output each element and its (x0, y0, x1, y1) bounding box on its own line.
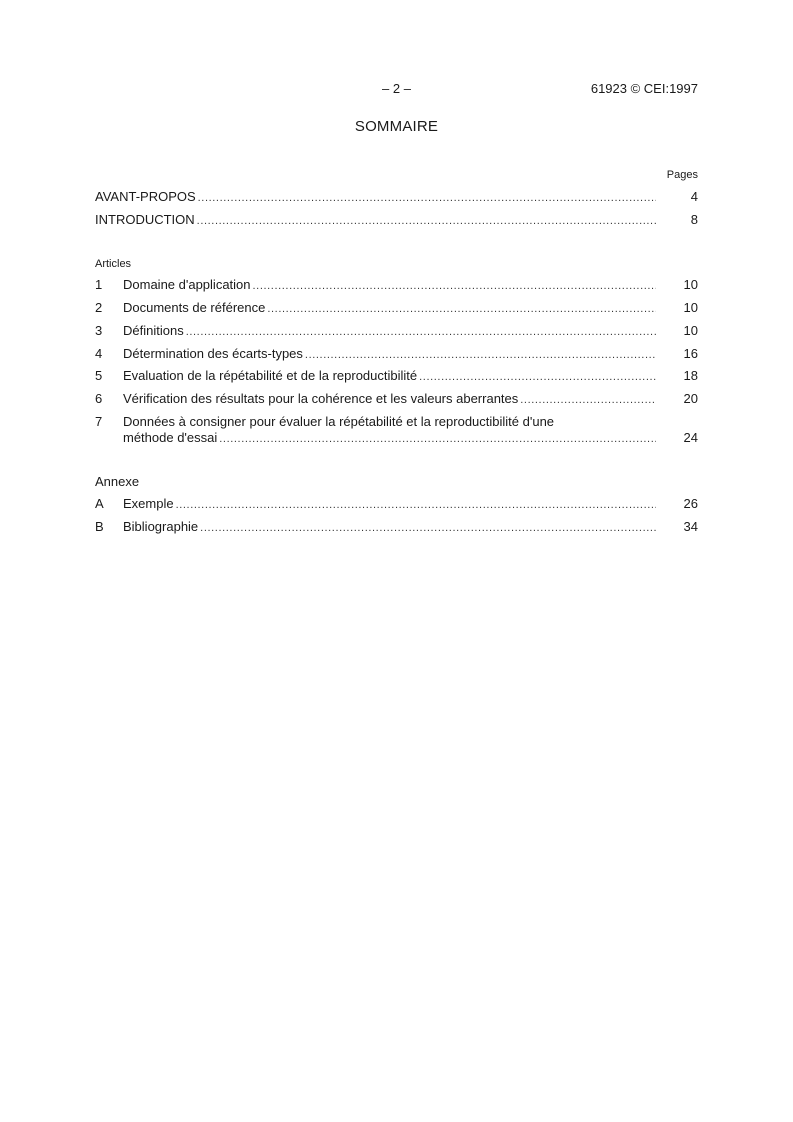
toc-entry-page: 10 (683, 277, 698, 292)
toc-entry-page: 34 (683, 519, 698, 534)
toc-entry-page: 20 (683, 391, 698, 406)
toc-entry-page: 16 (683, 346, 698, 361)
toc-entry-page: 10 (683, 323, 698, 338)
toc-entry-annexe-b[interactable] (95, 519, 698, 535)
toc-entry-label: Exemple (123, 496, 174, 511)
annexe-section-label: Annexe (95, 474, 140, 489)
toc-entry-article-1[interactable] (95, 277, 698, 293)
toc-entry-page: 8 (690, 212, 698, 227)
toc-entry-number: 6 (95, 391, 103, 406)
toc-entry-introduction[interactable] (95, 212, 698, 228)
dot-leader (219, 432, 656, 446)
dot-leader (267, 302, 656, 316)
dot-leader (198, 191, 656, 205)
toc-entry-annexe-a[interactable] (95, 496, 698, 512)
toc-entry-label: Définitions (123, 323, 184, 338)
toc-entry-label: INTRODUCTION (95, 212, 195, 227)
toc-entry-article-2[interactable] (95, 300, 698, 316)
toc-entry-page: 4 (690, 189, 698, 204)
toc-entry-article-5[interactable] (95, 368, 698, 384)
toc-entry-number: 2 (95, 300, 103, 315)
toc-entry-article-4[interactable] (95, 346, 698, 362)
toc-entry-page: 26 (683, 496, 698, 511)
toc-entry-number: 4 (95, 346, 103, 361)
dot-leader (520, 393, 656, 407)
toc-entry-number: 1 (95, 277, 103, 292)
dot-leader (186, 325, 656, 339)
toc-entry-page: 24 (683, 430, 698, 445)
document-reference: 61923 © CEI:1997 (590, 81, 698, 96)
toc-entry-label: Bibliographie (123, 519, 199, 534)
dot-leader (305, 348, 656, 362)
toc-entry-label-line1: Données à consigner pour évaluer la répétabilité et la reproductibilité d'une (123, 414, 555, 429)
toc-entry-article-7[interactable] (95, 414, 698, 446)
dot-leader (176, 498, 656, 512)
toc-entry-label: AVANT-PROPOS (95, 189, 196, 204)
toc-entry-number: 3 (95, 323, 103, 338)
toc-entry-avant-propos[interactable] (95, 189, 698, 205)
toc-entry-article-6[interactable] (95, 391, 698, 407)
pages-column-label: Pages (666, 169, 698, 181)
toc-entry-page: 10 (683, 300, 698, 315)
toc-entry-number: A (95, 496, 104, 511)
articles-section-label: Articles (95, 258, 132, 270)
toc-entry-label: Vérification des résultats pour la cohérence et les valeurs aberrantes (123, 391, 519, 406)
toc-entry-number: 5 (95, 368, 103, 383)
toc-entry-label: Détermination des écarts-types (123, 346, 303, 361)
dot-leader (200, 521, 656, 535)
dot-leader (197, 214, 656, 228)
dot-leader (419, 370, 656, 384)
toc-entry-page: 18 (683, 368, 698, 383)
page-number: – 2 – (382, 81, 411, 96)
toc-entry-number: 7 (95, 414, 103, 429)
toc-entry-label: Domaine d'application (123, 277, 251, 292)
toc-entry-label-line2: méthode d'essai (123, 430, 218, 445)
dot-leader (253, 279, 656, 293)
toc-entry-number: B (95, 519, 104, 534)
page-title: SOMMAIRE (354, 118, 439, 135)
toc-entry-label: Evaluation de la répétabilité et de la reproductibilité (123, 368, 418, 383)
toc-entry-label: Documents de référence (123, 300, 266, 315)
toc-entry-article-3[interactable] (95, 323, 698, 339)
